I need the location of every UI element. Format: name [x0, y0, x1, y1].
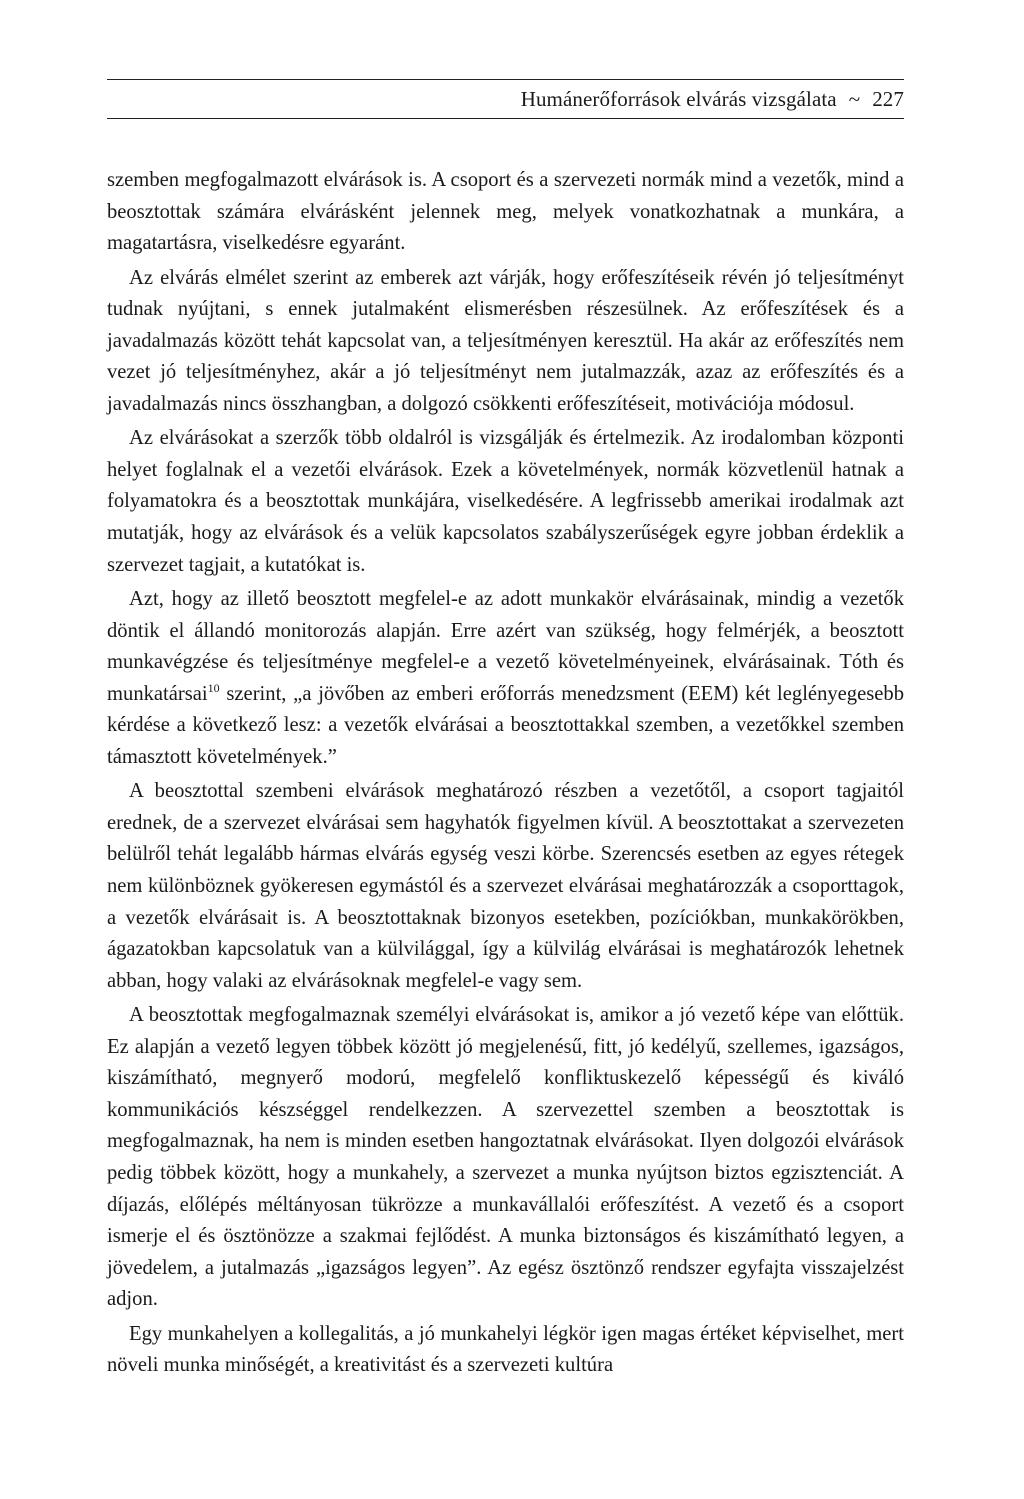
book-page [107, 60, 904, 1385]
paragraph-4-text-before: Azt, hogy az illető beosztott megfelel-e az adott munkakör elvárásainak, mindig a vezetők döntik el állandó monitorozás alapján. Erre azért van szükség, hogy felmérjék, a beosztott munkavégzése és teljesítménye megfelel-e a vezető követelményeinek, elvárásainak. Tóth és munkatársai [107, 588, 904, 705]
paragraph-6: A beosztottak megfogalmaznak személyi elvárásokat is, amikor a jó vezető képe van előttük. Ez alapján a vezető legyen többek között jó megjelenésű, fitt, jó kedélyű, szellemes, igazságos, kiszámítható, megnyerő modorú, megfelelő konfliktuskezelő képességű és kiváló kommunikációs készséggel rendelkezzen. A szervezettel szemben a beosztottak is megfogalmaznak, ha nem is minden esetben hangoztatnak elvárásokat. Ilyen dolgozói elvárások pedig többek között, hogy a munkahely, a szervezet a munka nyújtson biztos egzisztenciát. A díjazás, előlépés méltányosan tükrözze a munkavállalói erőfeszítést. A vezető és a csoport ismerje el és ösztönözze a szakmai fejlődést. A munka biztonságos és kiszámítható legyen, a jövedelem, a jutalmazás „igazságos legyen”. Az egész ösztönző rendszer egyfajta visszajelzést adjon. [107, 1004, 904, 1311]
paragraph-4 [107, 584, 904, 773]
page-number: 227 [872, 86, 904, 111]
body-text [107, 165, 904, 1382]
paragraph-3: Az elvárásokat a szerzők több oldalról is vizsgálják és értelmezik. Az irodalomban központi helyet foglalnak el a vezetői elvárások. Ezek a követelmények, normák közvetlenül hatnak a folyamatokra és a beosztottak munkájára, viselkedésére. A legfrissebb amerikai irodalmak azt mutatják, hogy az elvárások és a velük kapcsolatos szabályszerűségek egyre jobban érdeklik a szervezet tagjait, a kutatókat is. [107, 427, 904, 576]
running-header [107, 79, 904, 119]
paragraph-2: Az elvárás elmélet szerint az emberek azt várják, hogy erőfeszítéseik révén jó teljesítményt tudnak nyújtani, s ennek jutalmaként elismerésben részesülnek. Az erőfeszítések és a javadalmazás között tehát kapcsolat van, a teljesítményen keresztül. Ha akár az erőfeszítés nem vezet jó teljesítményhez, akár a jó teljesítményt nem jutalmazzák, azaz az erőfeszítés és a javadalmazás nincs összhangban, a dolgozó csökkenti erőfeszítéseit, motivációja módosul. [107, 266, 904, 415]
paragraph-1: szemben megfogalmazott elvárások is. A csoport és a szervezeti normák mind a vezetők, mind a beosztottak számára elvárásként jelennek meg, melyek vonatkozhatnak a munkára, a magatartásra, viselkedésre egyaránt. [107, 169, 904, 255]
paragraph-7: Egy munkahelyen a kollegalitás, a jó munkahelyi légkör igen magas értéket képviselhet, mert növeli munka minőségét, a kreativitást és a szervezeti kultúra [107, 1322, 904, 1377]
chapter-title: Humánerőforrások elvárás vizsgálata [520, 86, 837, 111]
paragraph-5: A beosztottal szembeni elvárások meghatározó részben a vezetőtől, a csoport tagjaitól erednek, de a szervezet elvárásai sem hagyhatók figyelmen kívül. A beosztottakat a szervezeten belülről tehát legalább hármas elvárás egység veszi körbe. Szerencsés esetben az egyes rétegek nem különböznek gyökeresen egymástól és a szervezet elvárásai meghatározzák a csoporttagok, a vezetők elvárásait is. A beosztottaknak bizonyos esetekben, pozíciókban, munkakörökben, ágazatokban kapcsolatuk van a külvilággal, így a külvilág elvárásai is meghatározók lehetnek abban, hogy valaki az elvárásoknak megfelel-e vagy sem. [107, 780, 904, 992]
paragraph-4-text-after: szerint, „a jövőben az emberi erőforrás menedzsment (EEM) két leglényegesebb kérdése a következő lesz: a vezetők elvárásai a beosztottakkal szemben, a vezetőkkel szemben támasztott követelmények.” [107, 682, 904, 768]
footnote-marker: 10 [207, 680, 220, 695]
header-separator: ~ [848, 86, 861, 111]
